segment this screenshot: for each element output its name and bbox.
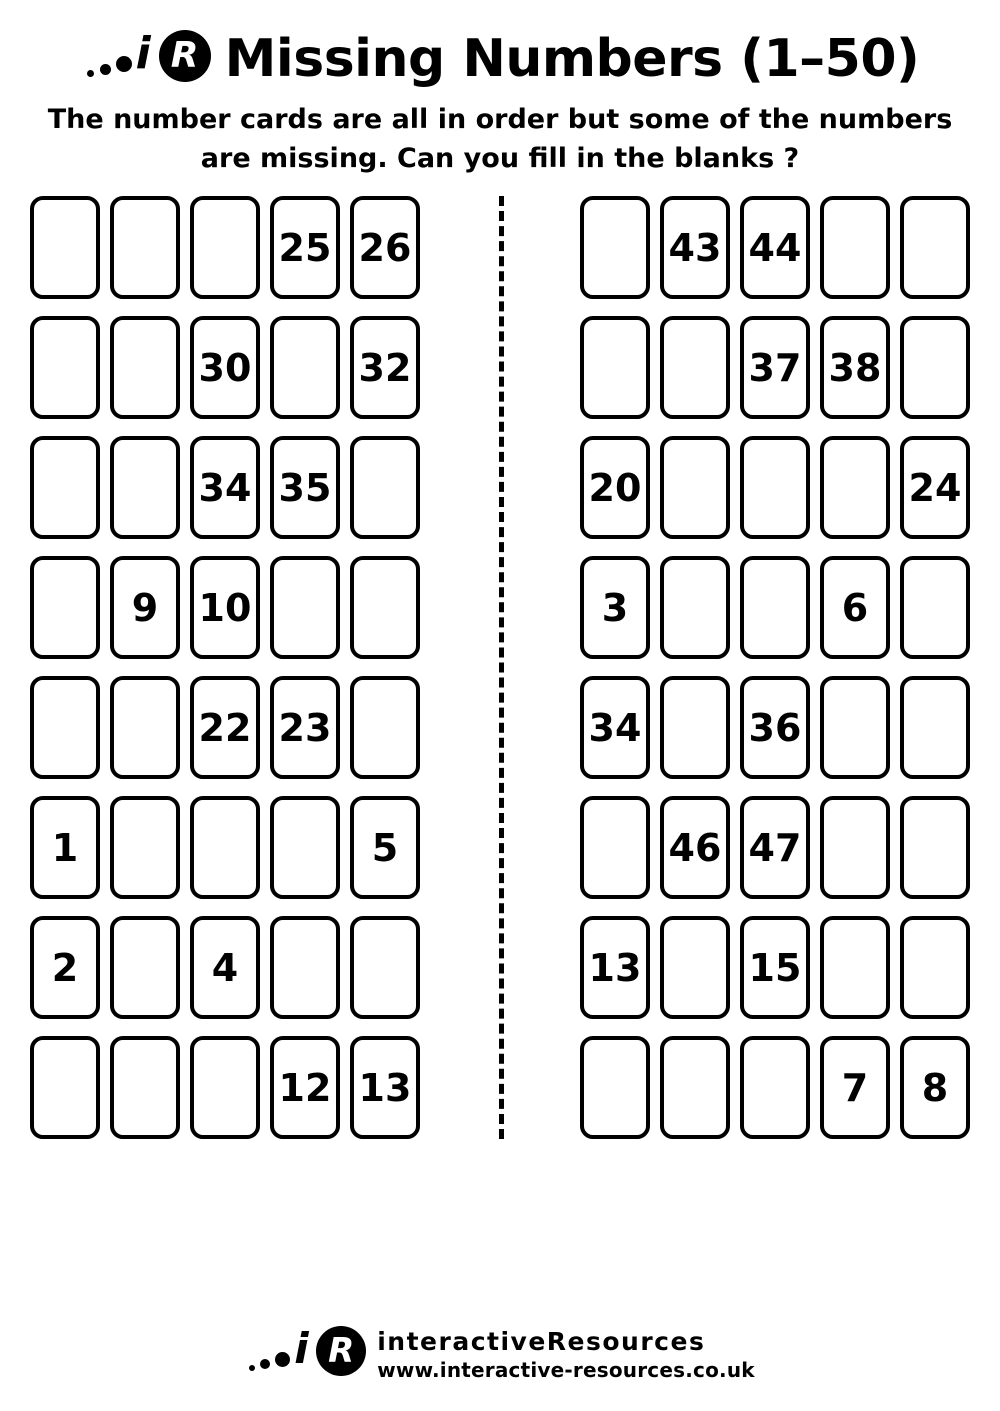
number-card-blank[interactable]	[660, 436, 730, 539]
number-card[interactable]: 36	[740, 676, 810, 779]
number-card[interactable]: 10	[190, 556, 260, 659]
number-card[interactable]: 37	[740, 316, 810, 419]
footer-logo-dot-medium-icon	[260, 1359, 270, 1369]
number-card[interactable]: 26	[350, 196, 420, 299]
number-card[interactable]: 43	[660, 196, 730, 299]
footer-brand: interactiveResources	[377, 1326, 706, 1356]
number-card-blank[interactable]	[270, 316, 340, 419]
number-card-blank[interactable]	[270, 796, 340, 899]
number-card[interactable]: 9	[110, 556, 180, 659]
footer-logo-dot-large-icon	[275, 1352, 290, 1367]
number-card-blank[interactable]	[270, 916, 340, 1019]
number-card-blank[interactable]	[660, 676, 730, 779]
number-card-blank[interactable]	[820, 436, 890, 539]
number-card-blank[interactable]	[30, 676, 100, 779]
footer-logo-i-letter: i	[294, 1324, 309, 1373]
worksheet-area	[0, 196, 1000, 1139]
number-card-blank[interactable]	[820, 196, 890, 299]
number-card[interactable]: 23	[270, 676, 340, 779]
number-card[interactable]: 13	[350, 1036, 420, 1139]
card-group-right	[580, 196, 970, 299]
number-card[interactable]: 12	[270, 1036, 340, 1139]
number-card[interactable]: 22	[190, 676, 260, 779]
number-card-blank[interactable]	[30, 316, 100, 419]
logo-dot-small-icon	[87, 70, 94, 77]
footer-interactive-resources-logo-icon	[245, 1323, 365, 1385]
card-group-right	[580, 436, 970, 539]
number-card[interactable]: 44	[740, 196, 810, 299]
page-title: Missing Numbers (1–50)	[224, 29, 920, 89]
card-group-left	[30, 1036, 420, 1139]
number-card-blank[interactable]	[820, 796, 890, 899]
number-card[interactable]: 6	[820, 556, 890, 659]
card-group-right	[580, 316, 970, 419]
footer-logo-r-letter: R	[316, 1326, 366, 1376]
number-card[interactable]: 8	[900, 1036, 970, 1139]
number-card[interactable]: 20	[580, 436, 650, 539]
center-dashed-divider	[499, 196, 504, 1139]
number-card-blank[interactable]	[190, 196, 260, 299]
number-card[interactable]: 3	[580, 556, 650, 659]
card-group-right	[580, 676, 970, 779]
card-group-right	[580, 556, 970, 659]
number-card[interactable]: 4	[190, 916, 260, 1019]
number-card-blank[interactable]	[350, 916, 420, 1019]
number-card[interactable]: 47	[740, 796, 810, 899]
number-card-blank[interactable]	[580, 1036, 650, 1139]
number-card[interactable]: 30	[190, 316, 260, 419]
number-card[interactable]: 34	[190, 436, 260, 539]
number-card-blank[interactable]	[30, 436, 100, 539]
number-card[interactable]: 13	[580, 916, 650, 1019]
instructions	[35, 100, 965, 178]
number-card-blank[interactable]	[110, 916, 180, 1019]
card-group-right	[580, 1036, 970, 1139]
number-card-blank[interactable]	[350, 676, 420, 779]
number-card[interactable]: 5	[350, 796, 420, 899]
footer-url: www.interactive-resources.co.uk	[377, 1357, 755, 1382]
card-group-left	[30, 556, 420, 659]
number-card-blank[interactable]	[660, 316, 730, 419]
number-card[interactable]: 35	[270, 436, 340, 539]
interactive-resources-logo-icon	[81, 26, 211, 92]
footer-logo-dot-small-icon	[249, 1365, 255, 1371]
number-card[interactable]: 24	[900, 436, 970, 539]
number-card-blank[interactable]	[820, 676, 890, 779]
number-card-blank[interactable]	[660, 556, 730, 659]
card-group-left	[30, 676, 420, 779]
number-card[interactable]: 1	[30, 796, 100, 899]
logo-dot-medium-icon	[100, 64, 111, 75]
number-card-blank[interactable]	[900, 676, 970, 779]
logo-dot-large-icon	[116, 56, 132, 72]
instructions-line-2: are missing. Can you fill in the blanks ?	[200, 143, 800, 175]
logo-r-letter: R	[159, 30, 211, 82]
number-card-blank[interactable]	[110, 316, 180, 419]
card-group-left	[30, 196, 420, 299]
card-group-left	[30, 916, 420, 1019]
number-card-blank[interactable]	[740, 436, 810, 539]
number-card-blank[interactable]	[190, 796, 260, 899]
number-card-blank[interactable]	[270, 556, 340, 659]
number-card[interactable]: 15	[740, 916, 810, 1019]
number-card-blank[interactable]	[660, 916, 730, 1019]
number-card[interactable]: 38	[820, 316, 890, 419]
number-card-blank[interactable]	[900, 196, 970, 299]
number-card[interactable]: 7	[820, 1036, 890, 1139]
number-card-blank[interactable]	[350, 436, 420, 539]
number-card[interactable]: 25	[270, 196, 340, 299]
number-card-blank[interactable]	[110, 796, 180, 899]
number-card-blank[interactable]	[820, 916, 890, 1019]
card-group-right	[580, 916, 970, 1019]
number-card-blank[interactable]	[30, 556, 100, 659]
number-card-blank[interactable]	[110, 196, 180, 299]
number-card-blank[interactable]	[30, 196, 100, 299]
logo-i-letter: i	[135, 28, 151, 79]
instructions-line-1: The number cards are all in order but some of the numbers	[47, 104, 953, 135]
page-header	[0, 0, 1000, 92]
number-card-blank[interactable]	[30, 1036, 100, 1139]
number-card-blank[interactable]	[190, 1036, 260, 1139]
number-card-blank[interactable]	[110, 436, 180, 539]
number-card-blank[interactable]	[900, 796, 970, 899]
number-card-blank[interactable]	[900, 556, 970, 659]
number-card-blank[interactable]	[740, 1036, 810, 1139]
number-card[interactable]: 32	[350, 316, 420, 419]
number-card-blank[interactable]	[110, 676, 180, 779]
card-group-left	[30, 436, 420, 539]
number-card[interactable]: 34	[580, 676, 650, 779]
number-card-blank[interactable]	[110, 1036, 180, 1139]
number-card-blank[interactable]	[580, 796, 650, 899]
card-group-left	[30, 316, 420, 419]
number-card-blank[interactable]	[350, 556, 420, 659]
number-card-blank[interactable]	[900, 916, 970, 1019]
number-card[interactable]: 46	[660, 796, 730, 899]
card-group-left	[30, 796, 420, 899]
card-group-right	[580, 796, 970, 899]
number-card-blank[interactable]	[580, 196, 650, 299]
number-card[interactable]: 2	[30, 916, 100, 1019]
number-card-blank[interactable]	[580, 316, 650, 419]
number-card-blank[interactable]	[740, 556, 810, 659]
number-card-blank[interactable]	[900, 316, 970, 419]
number-card-blank[interactable]	[660, 1036, 730, 1139]
page-footer	[0, 1323, 1000, 1385]
footer-text	[377, 1327, 755, 1382]
